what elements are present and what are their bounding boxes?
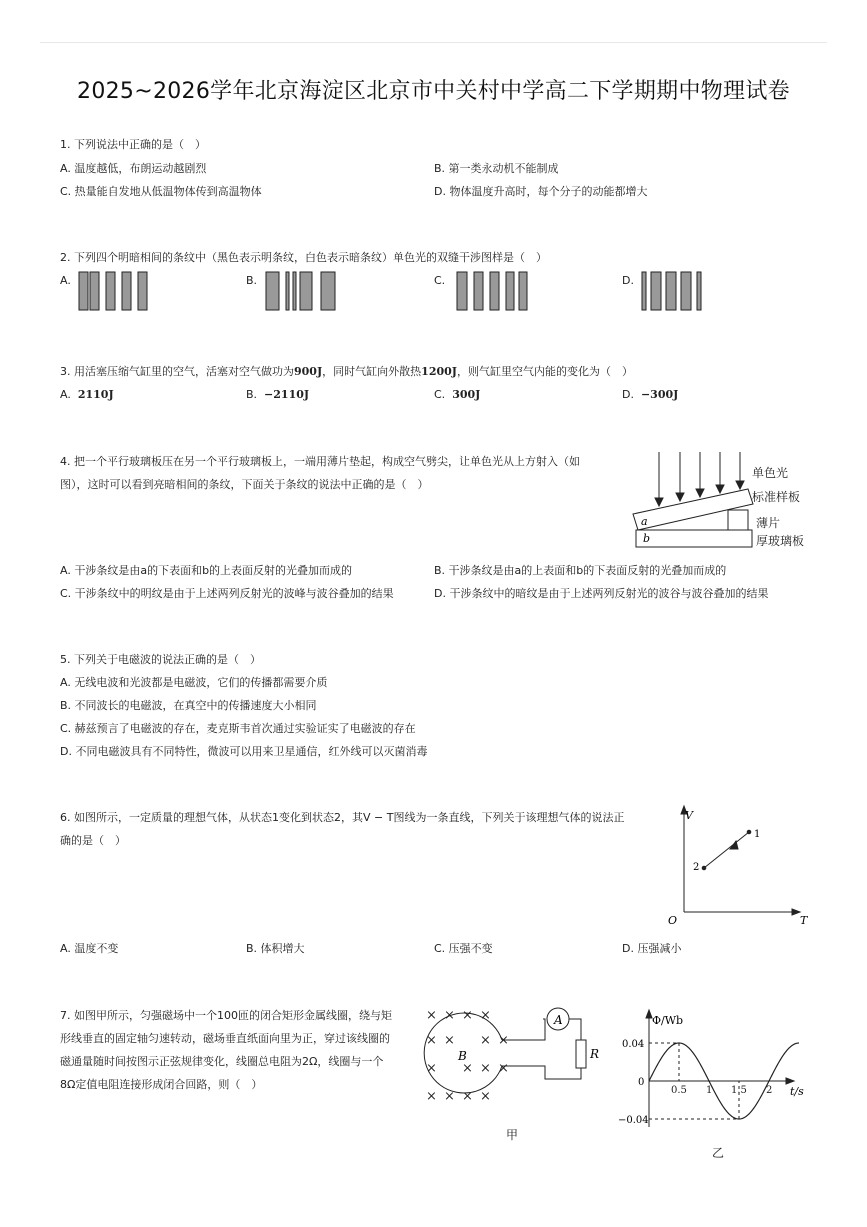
x-tick-label: 2 [766,1085,773,1096]
ammeter-label: A [554,1013,563,1027]
q4-option-c[interactable]: C. 干涉条纹中的明纹是由于上述两列反射光的波峰与波谷叠加的结果 [60,587,394,600]
q1-option-a[interactable]: A. 温度越低，布朗运动越剧烈 [60,162,207,175]
label-light: 单色光 [752,466,789,480]
q5-option-a[interactable]: A. 无线电波和光波都是电磁波，它们的传播都需要介质 [60,676,328,689]
q1-option-b[interactable]: B. 第一类永动机不能制成 [434,162,559,175]
label-standard-plate: 标准样板 [752,490,801,504]
y-tick-neg: −0.04 [618,1115,649,1126]
q2-option-d[interactable]: D. [622,274,634,287]
svg-text:×: × [480,1089,491,1104]
svg-text:×: × [444,1008,455,1023]
q6-stem-line2: 确的是（ ） [60,834,126,847]
label-b: b [643,532,651,545]
q7-stem-line1: 7. 如图甲所示，匀强磁场中一个100匝的闭合矩形金属线圈，绕与矩 [60,1009,392,1022]
q2-option-b[interactable]: B. [246,274,258,287]
y-tick-zero: 0 [638,1077,645,1088]
q6-option-d[interactable]: D. 压强减小 [622,942,682,955]
q2-stem: 2. 下列四个明暗相间的条纹中（黑色表示明条纹，白色表示暗条纹）单色光的双缝干涉图样是（ ） [60,251,547,264]
origin-label: O [668,914,678,927]
q3-option-b-value: −2110J [264,388,310,401]
x-tick-label: 1.5 [731,1085,747,1096]
time-axis-label: t/s [790,1085,804,1098]
svg-text:×: × [462,1008,473,1023]
q2-option-a[interactable]: A. [60,274,71,287]
q3-option-b-label: B. [246,388,258,401]
q6-option-c[interactable]: C. 压强不变 [434,942,493,955]
y-tick-pos: 0.04 [622,1039,645,1050]
q5-option-c[interactable]: C. 赫兹预言了电磁波的存在，麦克斯韦首次通过实验证实了电磁波的存在 [60,722,416,735]
svg-text:×: × [498,1033,509,1048]
q3-option-a-value: 2110J [77,388,114,401]
svg-text:×: × [480,1033,491,1048]
q3-stem-pre: 3. 用活塞压缩气缸里的空气，活塞对空气做功为 [60,365,294,378]
x-tick-label: 0.5 [671,1085,687,1096]
q1-option-d[interactable]: D. 物体温度升高时，每个分子的动能都增大 [434,185,648,198]
svg-text:×: × [444,1033,455,1048]
t-axis-label: T [800,914,808,927]
q6-option-b[interactable]: B. 体积增大 [246,942,305,955]
svg-text:×: × [480,1008,491,1023]
svg-text:×: × [426,1061,437,1076]
svg-text:×: × [480,1061,491,1076]
state-2-label: 2 [693,862,700,873]
page-title: 2025~2026学年北京海淀区北京市中关村中学高二下学期期中物理试卷 [77,79,790,104]
svg-text:×: × [426,1008,437,1023]
svg-text:×: × [462,1089,473,1104]
q1-stem: 1. 下列说法中正确的是（ ） [60,138,206,151]
q5-stem: 5. 下列关于电磁波的说法正确的是（ ） [60,653,261,666]
svg-text:×: × [462,1061,473,1076]
q4-stem-line2: 图），这时可以看到亮暗相间的条纹，下面关于条纹的说法中正确的是（ ） [60,478,429,491]
q5-option-d[interactable]: D. 不同电磁波具有不同特性，微波可以用来卫星通信，红外线可以灭菌消毒 [60,745,428,758]
q4-stem-line1: 4. 把一个平行玻璃板压在另一个平行玻璃板上，一端用薄片垫起，构成空气劈尖，让单色光从上方射入（如 [60,455,580,468]
phi-axis-label: Φ/Wb [652,1014,684,1027]
svg-text:×: × [444,1089,455,1104]
q6-option-a[interactable]: A. 温度不变 [60,942,119,955]
label-a: a [641,515,648,528]
svg-text:×: × [426,1089,437,1104]
field-label: B [458,1049,467,1063]
resistor-label: R [590,1047,600,1061]
q3-option-c-label: C. [434,388,446,401]
q2-option-c[interactable]: C. [434,274,446,287]
q7-stem-line3: 磁通量随时间按图示正弦规律变化，线圈总电阻为2Ω，线圈与一个 [60,1055,384,1068]
state-1-label: 1 [754,829,761,840]
time-axis-arrow-icon [786,1078,794,1084]
figure-yi-caption: 乙 [712,1146,725,1160]
q3-heat-value: 1200J [421,365,457,378]
svg-text:×: × [498,1061,509,1076]
q4-option-a[interactable]: A. 干涉条纹是由a的下表面和b的上表面反射的光叠加而成的 [60,564,353,577]
svg-text:×: × [426,1033,437,1048]
q3-option-d-label: D. [622,388,634,401]
q4-option-d[interactable]: D. 干涉条纹中的暗纹是由于上述两列反射光的波谷与波谷叠加的结果 [434,587,769,600]
q3-stem-mid: ，同时气缸向外散热 [322,365,422,378]
label-shim: 薄片 [756,516,781,530]
q1-option-c[interactable]: C. 热量能自发地从低温物体传到高温物体 [60,185,262,198]
figure-jia-caption: 甲 [506,1128,519,1142]
q7-stem-line2: 形线垂直的固定轴匀速转动，磁场垂直纸面向里为正，穿过该线圈的 [60,1032,390,1045]
q3-option-d-value: −300J [640,388,679,401]
q6-stem-line1: 6. 如图所示，一定质量的理想气体，从状态1变化到状态2，其V − T图线为一条直线，下列关于该理想气体的说法正 [60,811,625,824]
q3-stem-post: ，则气缸里空气内能的变化为（ ） [457,365,633,378]
v-axis-label: V [685,809,693,822]
x-tick-label: 1 [706,1085,713,1096]
q5-option-b[interactable]: B. 不同波长的电磁波，在真空中的传播速度大小相同 [60,699,317,712]
q3-option-c-value: 300J [452,388,481,401]
q4-option-b[interactable]: B. 干涉条纹是由a的上表面和b的下表面反射的光叠加而成的 [434,564,727,577]
q3-work-value: 900J [294,365,323,378]
label-thick-plate: 厚玻璃板 [756,534,805,548]
q7-stem-line4: 8Ω定值电阻连接形成闭合回路，则（ ） [60,1078,263,1091]
q3-option-a-label: A. [60,388,71,401]
